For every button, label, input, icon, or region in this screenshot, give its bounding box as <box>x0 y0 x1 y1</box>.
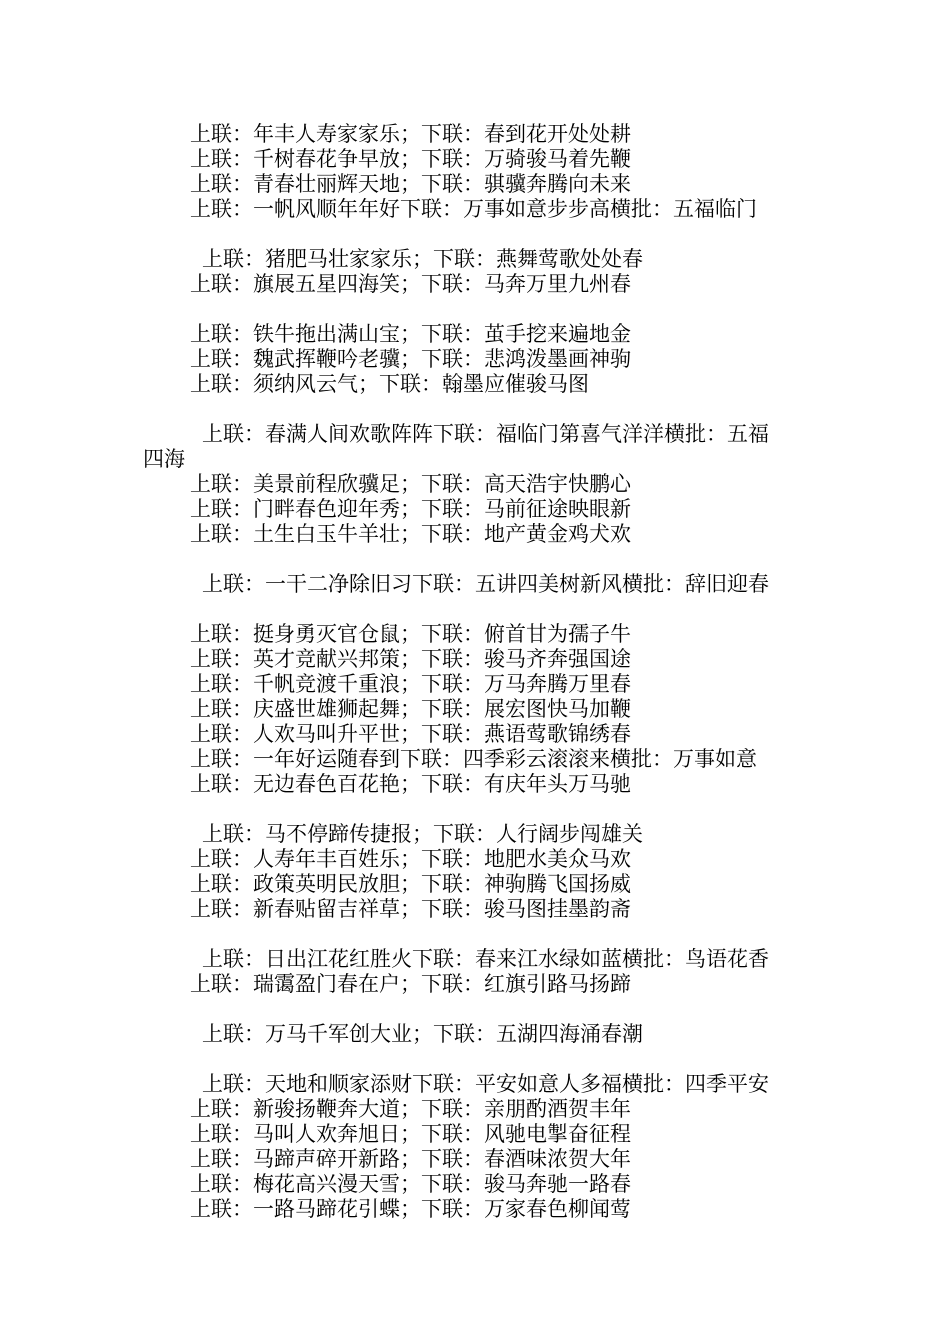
couplet-line: 上联：千帆竞渡千重浪；下联：万马奔腾万里春 <box>190 672 631 696</box>
couplet-line: 上联：新骏扬鞭奔大道；下联：亲朋酌酒贺丰年 <box>190 1097 631 1121</box>
couplet-line: 上联：旗展五星四海笑；下联：马奔万里九州春 <box>190 272 631 296</box>
couplet-line: 上联：千树春花争早放；下联：万骑骏马着先鞭 <box>190 147 631 171</box>
couplet-line: 上联：人寿年丰百姓乐；下联：地肥水美众马欢 <box>190 847 631 871</box>
couplet-line: 上联：一路马蹄花引蝶；下联：万家春色柳闻莺 <box>190 1197 631 1221</box>
couplet-line: 上联：猪肥马壮家家乐；下联：燕舞莺歌处处春 <box>202 247 643 271</box>
couplet-line: 上联：梅花高兴漫天雪；下联：骏马奔驰一路春 <box>190 1172 631 1196</box>
couplet-line: 上联：一干二净除旧习下联：五讲四美树新风横批：辞旧迎春 <box>202 572 769 596</box>
couplet-line: 上联：新春贴留吉祥草；下联：骏马图挂墨韵斋 <box>190 897 631 921</box>
couplet-line: 上联：门畔春色迎年秀；下联：马前征途映眼新 <box>190 497 631 521</box>
couplet-line-continuation: 四海 <box>143 447 185 471</box>
couplet-line: 上联：春满人间欢歌阵阵下联：福临门第喜气洋洋横批：五福 <box>202 422 769 446</box>
couplet-line: 上联：一帆风顺年年好下联：万事如意步步高横批：五福临门 <box>190 197 757 221</box>
couplet-line: 上联：天地和顺家添财下联：平安如意人多福横批：四季平安 <box>202 1072 769 1096</box>
blank-line <box>0 922 950 947</box>
couplet-list <box>0 122 950 1222</box>
couplet-line: 上联：马叫人欢奔旭日；下联：风驰电掣奋征程 <box>190 1122 631 1146</box>
couplet-line: 上联：土生白玉牛羊壮；下联：地产黄金鸡犬欢 <box>190 522 631 546</box>
couplet-line: 上联：一年好运随春到下联：四季彩云滚滚来横批：万事如意 <box>190 747 757 771</box>
couplet-line: 上联：铁牛拖出满山宝；下联：茧手挖来遍地金 <box>190 322 631 346</box>
couplet-line: 上联：政策英明民放胆；下联：神驹腾飞国扬威 <box>190 872 631 896</box>
couplet-line: 上联：无边春色百花艳；下联：有庆年头万马驰 <box>190 772 631 796</box>
couplet-line: 上联：青春壮丽辉天地；下联：骐骥奔腾向未来 <box>190 172 631 196</box>
couplet-line: 上联：年丰人寿家家乐；下联：春到花开处处耕 <box>190 122 631 146</box>
blank-line <box>0 1047 950 1072</box>
couplet-line: 上联：瑞霭盈门春在户；下联：红旗引路马扬蹄 <box>190 972 631 996</box>
couplet-line: 上联：马蹄声碎开新路；下联：春酒味浓贺大年 <box>190 1147 631 1171</box>
blank-line <box>0 397 950 422</box>
blank-line <box>0 597 950 622</box>
couplet-line: 上联：人欢马叫升平世；下联：燕语莺歌锦绣春 <box>190 722 631 746</box>
couplet-line: 上联：万马千军创大业；下联：五湖四海涌春潮 <box>202 1022 643 1046</box>
couplet-line: 上联：须纳风云气；下联：翰墨应催骏马图 <box>190 372 589 396</box>
couplet-line: 上联：英才竞献兴邦策；下联：骏马齐奔强国途 <box>190 647 631 671</box>
blank-line <box>0 797 950 822</box>
couplet-line: 上联：马不停蹄传捷报；下联：人行阔步闯雄关 <box>202 822 643 846</box>
blank-line <box>0 997 950 1022</box>
couplet-line: 上联：日出江花红胜火下联：春来江水绿如蓝横批：鸟语花香 <box>202 947 769 971</box>
blank-line <box>0 547 950 572</box>
blank-line <box>0 297 950 322</box>
couplet-line: 上联：庆盛世雄狮起舞；下联：展宏图快马加鞭 <box>190 697 631 721</box>
couplet-line: 上联：美景前程欣骥足；下联：高天浩宇快鹏心 <box>190 472 631 496</box>
couplet-line: 上联：魏武挥鞭吟老骥；下联：悲鸿泼墨画神驹 <box>190 347 631 371</box>
blank-line <box>0 222 950 247</box>
couplet-line: 上联：挺身勇灭官仓鼠；下联：俯首甘为孺子牛 <box>190 622 631 646</box>
